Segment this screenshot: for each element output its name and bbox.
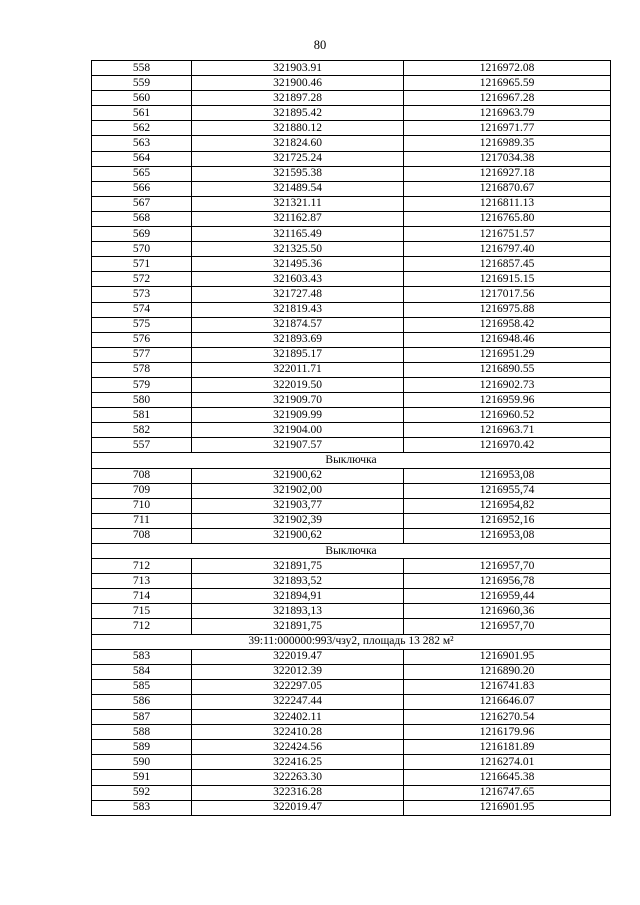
- x-coordinate-cell: 321895.42: [192, 106, 404, 121]
- section-header-row: [92, 453, 611, 468]
- point-number-cell: 585: [92, 679, 192, 694]
- point-number-cell: 577: [92, 347, 192, 362]
- table-row: [92, 362, 611, 377]
- x-coordinate-cell: 321874.57: [192, 317, 404, 332]
- x-coordinate-cell: 322019.47: [192, 800, 404, 815]
- y-coordinate-cell: 1216960.52: [404, 408, 611, 423]
- table-row: [92, 800, 611, 815]
- table-row: [92, 423, 611, 438]
- x-coordinate-cell: 321880.12: [192, 121, 404, 136]
- x-coordinate-cell: 322410.28: [192, 725, 404, 740]
- point-number-cell: 559: [92, 76, 192, 91]
- x-coordinate-cell: 321909.70: [192, 393, 404, 408]
- y-coordinate-cell: 1216959,44: [404, 589, 611, 604]
- table-row: [92, 302, 611, 317]
- x-coordinate-cell: 322424.56: [192, 740, 404, 755]
- table-row: [92, 196, 611, 211]
- point-number-cell: 581: [92, 408, 192, 423]
- y-coordinate-cell: 1216953,08: [404, 528, 611, 543]
- coordinates-table: [91, 60, 611, 816]
- point-number-cell: 708: [92, 468, 192, 483]
- table-row: [92, 377, 611, 392]
- table-row: [92, 710, 611, 725]
- y-coordinate-cell: 1216948.46: [404, 332, 611, 347]
- table-row: [92, 755, 611, 770]
- y-coordinate-cell: 1216970.42: [404, 438, 611, 453]
- y-coordinate-cell: 1216741.83: [404, 679, 611, 694]
- point-number-cell: 568: [92, 211, 192, 226]
- point-number-cell: 589: [92, 740, 192, 755]
- point-number-cell: 578: [92, 362, 192, 377]
- x-coordinate-cell: 322316.28: [192, 785, 404, 800]
- table-row: [92, 679, 611, 694]
- x-coordinate-cell: 321819.43: [192, 302, 404, 317]
- point-number-cell: 558: [92, 61, 192, 76]
- y-coordinate-cell: 1216747.65: [404, 785, 611, 800]
- x-coordinate-cell: 321824.60: [192, 136, 404, 151]
- y-coordinate-cell: 1216965.59: [404, 76, 611, 91]
- x-coordinate-cell: 321900.46: [192, 76, 404, 91]
- x-coordinate-cell: 321903,77: [192, 498, 404, 513]
- x-coordinate-cell: 322247.44: [192, 694, 404, 709]
- y-coordinate-cell: 1216960,36: [404, 604, 611, 619]
- y-coordinate-cell: 1217034.38: [404, 151, 611, 166]
- y-coordinate-cell: 1216902.73: [404, 377, 611, 392]
- y-coordinate-cell: 1216181.89: [404, 740, 611, 755]
- y-coordinate-cell: 1216645.38: [404, 770, 611, 785]
- point-number-cell: 583: [92, 800, 192, 815]
- point-number-cell: 710: [92, 498, 192, 513]
- x-coordinate-cell: 321907.57: [192, 438, 404, 453]
- x-coordinate-cell: 321909.99: [192, 408, 404, 423]
- point-number-cell: 557: [92, 438, 192, 453]
- table-row: [92, 166, 611, 181]
- table-row: [92, 257, 611, 272]
- table-row: [92, 287, 611, 302]
- table-row: [92, 151, 611, 166]
- x-coordinate-cell: 321903.91: [192, 61, 404, 76]
- point-number-cell: 583: [92, 649, 192, 664]
- y-coordinate-cell: 1216179.96: [404, 725, 611, 740]
- table-row: [92, 649, 611, 664]
- x-coordinate-cell: 321902,00: [192, 483, 404, 498]
- y-coordinate-cell: 1217017.56: [404, 287, 611, 302]
- coordinates-table-body: [92, 61, 611, 816]
- point-number-cell: 575: [92, 317, 192, 332]
- point-number-cell: 562: [92, 121, 192, 136]
- table-row: [92, 725, 611, 740]
- point-number-cell: 591: [92, 770, 192, 785]
- x-coordinate-cell: 321727.48: [192, 287, 404, 302]
- y-coordinate-cell: 1216901.95: [404, 800, 611, 815]
- y-coordinate-cell: 1216957,70: [404, 619, 611, 634]
- x-coordinate-cell: 321891,75: [192, 619, 404, 634]
- table-row: [92, 347, 611, 362]
- y-coordinate-cell: 1216870.67: [404, 181, 611, 196]
- table-row: [92, 136, 611, 151]
- table-row: [92, 91, 611, 106]
- x-coordinate-cell: 321902,39: [192, 513, 404, 528]
- x-coordinate-cell: 321893.69: [192, 332, 404, 347]
- y-coordinate-cell: 1216959.96: [404, 393, 611, 408]
- y-coordinate-cell: 1216989.35: [404, 136, 611, 151]
- x-coordinate-cell: 321891,75: [192, 559, 404, 574]
- point-number-cell: 588: [92, 725, 192, 740]
- section-header-row: [92, 544, 611, 559]
- table-row: [92, 242, 611, 257]
- y-coordinate-cell: 1216890.20: [404, 664, 611, 679]
- table-row: [92, 513, 611, 528]
- x-coordinate-cell: 322297.05: [192, 679, 404, 694]
- x-coordinate-cell: 321321.11: [192, 196, 404, 211]
- section-header: 39:11:000000:993/чзу2, площадь 13 282 м²: [92, 634, 611, 649]
- y-coordinate-cell: 1216890.55: [404, 362, 611, 377]
- point-number-cell: 586: [92, 694, 192, 709]
- table-row: [92, 181, 611, 196]
- table-row: [92, 559, 611, 574]
- table-row: [92, 694, 611, 709]
- table-row: [92, 483, 611, 498]
- x-coordinate-cell: 321603.43: [192, 272, 404, 287]
- x-coordinate-cell: 321900,62: [192, 468, 404, 483]
- x-coordinate-cell: 321495.36: [192, 257, 404, 272]
- table-row: [92, 468, 611, 483]
- table-row: [92, 604, 611, 619]
- point-number-cell: 711: [92, 513, 192, 528]
- table-row: [92, 393, 611, 408]
- table-row: [92, 664, 611, 679]
- x-coordinate-cell: 322019.47: [192, 649, 404, 664]
- y-coordinate-cell: 1216963.79: [404, 106, 611, 121]
- point-number-cell: 572: [92, 272, 192, 287]
- y-coordinate-cell: 1216270.54: [404, 710, 611, 725]
- section-header: Выключка: [92, 453, 611, 468]
- point-number-cell: 590: [92, 755, 192, 770]
- point-number-cell: 571: [92, 257, 192, 272]
- y-coordinate-cell: 1216646.07: [404, 694, 611, 709]
- y-coordinate-cell: 1216811.13: [404, 196, 611, 211]
- point-number-cell: 713: [92, 574, 192, 589]
- point-number-cell: 570: [92, 242, 192, 257]
- point-number-cell: 561: [92, 106, 192, 121]
- table-row: [92, 619, 611, 634]
- point-number-cell: 714: [92, 589, 192, 604]
- y-coordinate-cell: 1216857.45: [404, 257, 611, 272]
- point-number-cell: 712: [92, 559, 192, 574]
- point-number-cell: 560: [92, 91, 192, 106]
- x-coordinate-cell: 322402.11: [192, 710, 404, 725]
- table-row: [92, 317, 611, 332]
- y-coordinate-cell: 1216967.28: [404, 91, 611, 106]
- y-coordinate-cell: 1216955,74: [404, 483, 611, 498]
- x-coordinate-cell: 321725.24: [192, 151, 404, 166]
- x-coordinate-cell: 321900,62: [192, 528, 404, 543]
- y-coordinate-cell: 1216958.42: [404, 317, 611, 332]
- table-row: [92, 106, 611, 121]
- point-number-cell: 587: [92, 710, 192, 725]
- table-row: [92, 589, 611, 604]
- x-coordinate-cell: 321904.00: [192, 423, 404, 438]
- table-row: [92, 121, 611, 136]
- table-row: [92, 770, 611, 785]
- y-coordinate-cell: 1216952,16: [404, 513, 611, 528]
- table-row: [92, 272, 611, 287]
- x-coordinate-cell: 321325.50: [192, 242, 404, 257]
- point-number-cell: 592: [92, 785, 192, 800]
- x-coordinate-cell: 321897.28: [192, 91, 404, 106]
- table-row: [92, 528, 611, 543]
- y-coordinate-cell: 1216765.80: [404, 211, 611, 226]
- y-coordinate-cell: 1216901.95: [404, 649, 611, 664]
- x-coordinate-cell: 321162.87: [192, 211, 404, 226]
- point-number-cell: 712: [92, 619, 192, 634]
- x-coordinate-cell: 321595.38: [192, 166, 404, 181]
- x-coordinate-cell: 321489.54: [192, 181, 404, 196]
- point-number-cell: 564: [92, 151, 192, 166]
- y-coordinate-cell: 1216951.29: [404, 347, 611, 362]
- x-coordinate-cell: 322012.39: [192, 664, 404, 679]
- y-coordinate-cell: 1216953,08: [404, 468, 611, 483]
- x-coordinate-cell: 321893,52: [192, 574, 404, 589]
- table-row: [92, 61, 611, 76]
- y-coordinate-cell: 1216956,78: [404, 574, 611, 589]
- section-header: Выключка: [92, 544, 611, 559]
- point-number-cell: 567: [92, 196, 192, 211]
- x-coordinate-cell: 321165.49: [192, 227, 404, 242]
- page-number: 80: [313, 38, 327, 52]
- section-header-row: [92, 634, 611, 649]
- table-row: [92, 574, 611, 589]
- point-number-cell: 565: [92, 166, 192, 181]
- point-number-cell: 569: [92, 227, 192, 242]
- point-number-cell: 584: [92, 664, 192, 679]
- y-coordinate-cell: 1216975.88: [404, 302, 611, 317]
- point-number-cell: 709: [92, 483, 192, 498]
- table-row: [92, 227, 611, 242]
- x-coordinate-cell: 322263.30: [192, 770, 404, 785]
- point-number-cell: 708: [92, 528, 192, 543]
- y-coordinate-cell: 1216274.01: [404, 755, 611, 770]
- y-coordinate-cell: 1216927.18: [404, 166, 611, 181]
- y-coordinate-cell: 1216963.71: [404, 423, 611, 438]
- y-coordinate-cell: 1216957,70: [404, 559, 611, 574]
- y-coordinate-cell: 1216797.40: [404, 242, 611, 257]
- point-number-cell: 566: [92, 181, 192, 196]
- x-coordinate-cell: 321893,13: [192, 604, 404, 619]
- y-coordinate-cell: 1216972.08: [404, 61, 611, 76]
- point-number-cell: 582: [92, 423, 192, 438]
- table-row: [92, 785, 611, 800]
- y-coordinate-cell: 1216751.57: [404, 227, 611, 242]
- x-coordinate-cell: 321894,91: [192, 589, 404, 604]
- point-number-cell: 573: [92, 287, 192, 302]
- point-number-cell: 574: [92, 302, 192, 317]
- table-row: [92, 76, 611, 91]
- x-coordinate-cell: 322416.25: [192, 755, 404, 770]
- point-number-cell: 715: [92, 604, 192, 619]
- y-coordinate-cell: 1216954,82: [404, 498, 611, 513]
- table-row: [92, 211, 611, 226]
- table-row: [92, 740, 611, 755]
- table-row: [92, 438, 611, 453]
- point-number-cell: 576: [92, 332, 192, 347]
- point-number-cell: 563: [92, 136, 192, 151]
- table-row: [92, 498, 611, 513]
- y-coordinate-cell: 1216915.15: [404, 272, 611, 287]
- table-row: [92, 408, 611, 423]
- point-number-cell: 579: [92, 377, 192, 392]
- y-coordinate-cell: 1216971.77: [404, 121, 611, 136]
- x-coordinate-cell: 322011.71: [192, 362, 404, 377]
- point-number-cell: 580: [92, 393, 192, 408]
- table-row: [92, 332, 611, 347]
- x-coordinate-cell: 321895.17: [192, 347, 404, 362]
- x-coordinate-cell: 322019.50: [192, 377, 404, 392]
